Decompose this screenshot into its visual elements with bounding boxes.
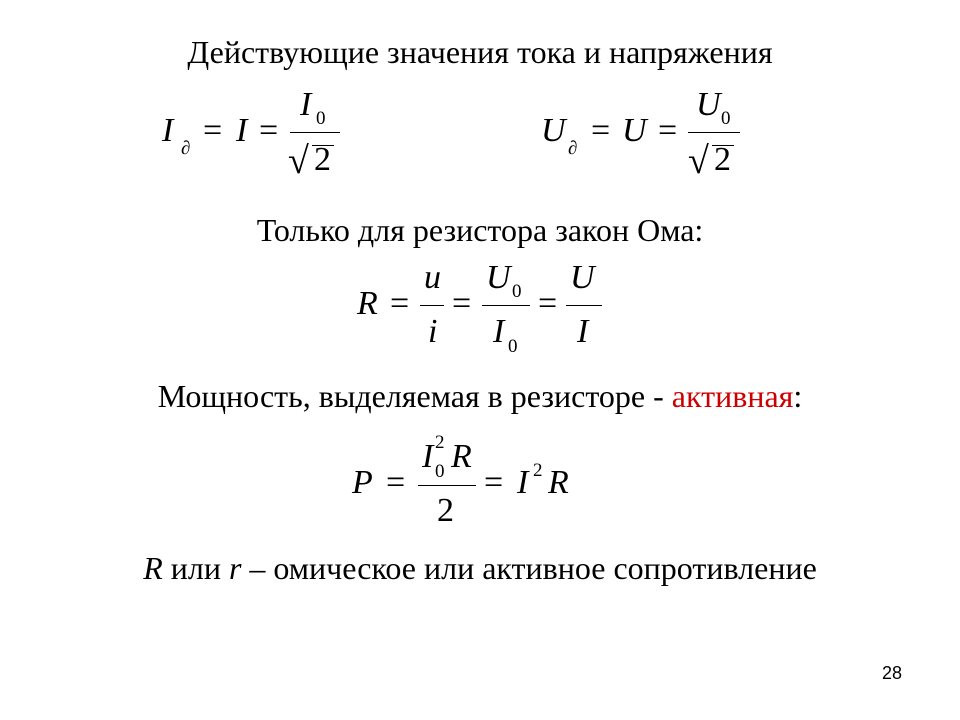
fraction-numerator-I: I <box>300 86 312 123</box>
formula-symbol-I: I <box>236 112 248 149</box>
equals-sign: = <box>259 112 279 149</box>
formula-subscript-d: ∂ <box>568 138 578 159</box>
fraction-denominator-2: 2 <box>437 492 454 529</box>
formula-subscript-0: 0 <box>316 108 326 129</box>
formula-symbol-P: P <box>352 464 373 501</box>
page-number: 28 <box>881 663 902 683</box>
power-heading-highlight: активная <box>671 378 794 414</box>
fraction-numerator-I: I <box>422 438 434 475</box>
power-heading-colon: : <box>793 378 803 414</box>
fraction-numerator-U: U <box>486 259 511 296</box>
formula-superscript-2: 2 <box>435 432 445 453</box>
square-root-sign: √ <box>288 140 309 182</box>
fraction-bar <box>418 485 476 486</box>
equals-sign: = <box>538 285 558 322</box>
connector-text: или <box>162 550 229 586</box>
formula-subscript-0: 0 <box>721 108 731 129</box>
symbol-r: r <box>228 550 242 586</box>
equals-sign: = <box>658 112 678 149</box>
formula-subscript-0: 0 <box>435 461 445 482</box>
formula-symbol-R: R <box>548 464 569 501</box>
fraction-numerator-U: U <box>696 86 721 123</box>
formula-symbol-I: I <box>162 112 174 149</box>
fraction-denominator-I: I <box>577 313 589 350</box>
equals-sign: = <box>591 112 611 149</box>
fraction-denominator-2: 2 <box>314 141 331 178</box>
slide-heading: Действующие значения тока и напряжения <box>187 34 773 70</box>
formula-symbol-R: R <box>357 285 378 322</box>
formula-symbol-I: I <box>517 464 529 501</box>
equals-sign: = <box>203 112 223 149</box>
equals-sign: = <box>484 464 504 501</box>
formula-symbol-U: U <box>622 112 647 149</box>
symbol-R: R <box>143 550 163 586</box>
resistance-definition <box>0 550 960 587</box>
equals-sign: = <box>390 285 410 322</box>
ohm-law-heading: Только для резистора закон Ома: <box>256 212 704 248</box>
fraction-numerator-u: u <box>424 259 441 296</box>
square-root-sign: √ <box>688 140 709 182</box>
equals-sign: = <box>386 464 406 501</box>
formula-subscript-d: ∂ <box>181 138 191 159</box>
definition-text: – омическое или активное сопротивление <box>241 550 817 586</box>
formula-subscript-0: 0 <box>508 336 518 357</box>
fraction-denominator-2: 2 <box>714 141 731 178</box>
fraction-denominator-i: i <box>428 313 438 350</box>
equals-sign: = <box>452 285 472 322</box>
formula-superscript-2: 2 <box>533 460 543 481</box>
formula-symbol-U: U <box>541 112 566 149</box>
formula-subscript-0: 0 <box>512 281 522 302</box>
fraction-denominator-I: I <box>493 313 505 350</box>
power-heading-text: Мощность, выделяемая в резисторе - <box>157 378 672 414</box>
fraction-numerator-R: R <box>451 438 472 475</box>
fraction-numerator-U: U <box>570 259 595 296</box>
